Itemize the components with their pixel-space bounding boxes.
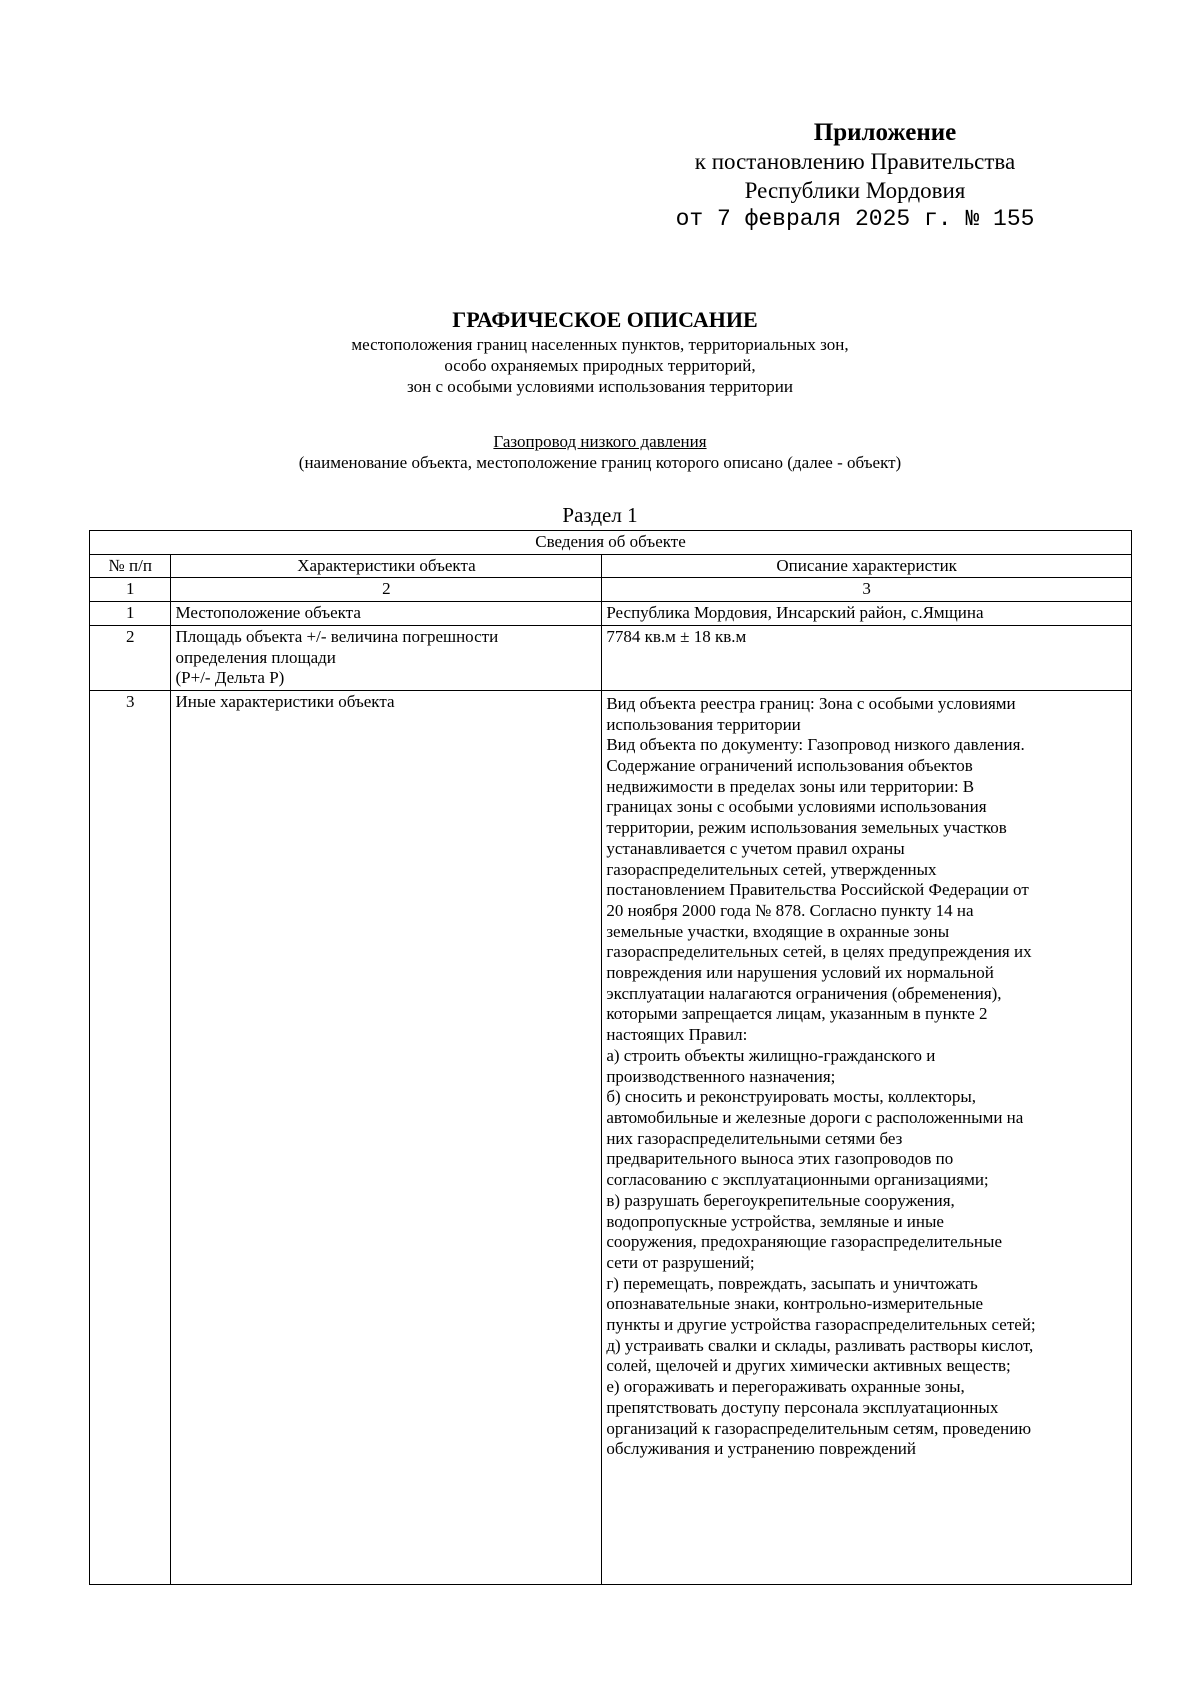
text-line: предварительного выноса этих газопроводов по xyxy=(606,1149,954,1169)
subtitle-line-2: особо охраняемых природных территорий, xyxy=(444,356,756,375)
document-title-block xyxy=(0,306,1200,397)
object-note: (наименование объекта, местоположение границ которого описано (далее - объект) xyxy=(298,453,902,472)
text-line: Площадь объекта +/- величина погрешности xyxy=(175,626,499,646)
text-line: сети от разрушений; xyxy=(606,1252,755,1272)
row-characteristic xyxy=(171,625,602,690)
text-line: эксплуатации налагаются ограничения (обременения), xyxy=(606,983,1002,1003)
text-line: Местоположение объекта xyxy=(175,603,361,623)
table-caption-row xyxy=(90,531,1132,555)
header-number: № п/п xyxy=(90,554,171,578)
text-line: согласованию с эксплуатационными организациями; xyxy=(606,1170,989,1190)
row-number: 2 xyxy=(90,625,171,690)
header-description: Описание характеристик xyxy=(602,554,1132,578)
text-line: обслуживания и устранению повреждений xyxy=(606,1439,917,1459)
text-line: автомобильные и железные дороги с расположенными на xyxy=(606,1107,1024,1127)
text-line: в) разрушать берегоукрепительные сооружения, xyxy=(606,1190,955,1210)
text-line: 7784 кв.м ± 18 кв.м xyxy=(606,626,747,646)
text-line: 20 ноября 2000 года № 878. Согласно пункту 14 на xyxy=(606,900,974,920)
subtitle-line-3: зон с особыми условиями использования территории xyxy=(407,377,793,396)
object-name-block xyxy=(0,431,1200,473)
appendix-line-2: Республики Мордовия xyxy=(744,178,966,203)
text-line: устанавливается с учетом правил охраны xyxy=(606,838,905,858)
row-number: 3 xyxy=(90,690,171,1584)
header-characteristics: Характеристики объекта xyxy=(171,554,602,578)
text-line: солей, щелочей и других химически активных веществ; xyxy=(606,1356,1011,1376)
text-line: территории, режим использования земельных участков xyxy=(606,818,1007,838)
row-number: 1 xyxy=(90,602,171,626)
appendix-line-1: к постановлению Правительства xyxy=(694,149,1016,174)
text-line: постановлением Правительства Российской Федерации от xyxy=(606,880,1029,900)
table-row xyxy=(90,690,1132,1584)
text-line: пункты и другие устройства газораспределительных сетей; xyxy=(606,1315,1036,1335)
text-line: Иные характеристики объекта xyxy=(175,691,395,711)
row-description xyxy=(602,625,1132,690)
document-title: ГРАФИЧЕСКОЕ ОПИСАНИЕ xyxy=(452,307,758,332)
appendix-date: от 7 февраля 2025 г. № 155 xyxy=(675,206,1035,232)
column-number-1: 1 xyxy=(90,578,171,602)
text-line: газораспределительных сетей, утвержденных xyxy=(606,859,937,879)
text-line: Содержание ограничений использования объектов xyxy=(606,756,973,776)
text-line: сооружения, предохраняющие газораспределительные xyxy=(606,1232,1002,1252)
text-line: них газораспределительными сетями без xyxy=(606,1128,903,1148)
object-info-table xyxy=(89,530,1132,1585)
text-line: водопропускные устройства, земляные и иные xyxy=(606,1211,944,1231)
text-line: е) огораживать и перегораживать охранные зоны, xyxy=(606,1377,965,1397)
row-description xyxy=(602,602,1132,626)
appendix-title: Приложение xyxy=(813,119,957,146)
table-row xyxy=(90,625,1132,690)
column-number-2: 2 xyxy=(171,578,602,602)
text-line: д) устраивать свалки и склады, разливать растворы кислот, xyxy=(606,1335,1034,1355)
text-line: границах зоны с особыми условиями использования xyxy=(606,797,987,817)
text-line: Вид объекта по документу: Газопровод низкого давления. xyxy=(606,735,1025,755)
text-line: (Р+/- Дельта Р) xyxy=(175,668,285,688)
text-line: б) сносить и реконструировать мосты, коллекторы, xyxy=(606,1087,976,1107)
text-line: производственного назначения; xyxy=(606,1066,836,1086)
text-line: настоящих Правил: xyxy=(606,1025,748,1045)
text-line: повреждения или нарушения условий их нормальной xyxy=(606,963,994,983)
text-line: опознавательные знаки, контрольно-измерительные xyxy=(606,1294,984,1314)
text-line: а) строить объекты жилищно-гражданского и xyxy=(606,1045,936,1065)
text-line: Республика Мордовия, Инсарский район, с.Ямщина xyxy=(606,603,984,623)
text-line: Вид объекта реестра границ: Зона с особыми условиями xyxy=(606,693,1016,713)
appendix-header xyxy=(620,118,1090,234)
row-characteristic xyxy=(171,690,602,1584)
table-row xyxy=(90,602,1132,626)
text-line: организаций к газораспределительным сетям, проведению xyxy=(606,1418,1032,1438)
row-characteristic xyxy=(171,602,602,626)
table-header-row xyxy=(90,554,1132,578)
row-description xyxy=(602,690,1132,1584)
text-line: определения площади xyxy=(175,647,336,667)
text-line: недвижимости в пределах зоны или территории: В xyxy=(606,776,975,796)
text-line: земельные участки, входящие в охранные зоны xyxy=(606,921,950,941)
text-line: г) перемещать, повреждать, засыпать и уничтожать xyxy=(606,1273,978,1293)
text-line: которыми запрещается лицам, указанным в пункте 2 xyxy=(606,1004,988,1024)
object-name: Газопровод низкого давления xyxy=(493,432,707,451)
text-line: препятствовать доступу персонала эксплуатационных xyxy=(606,1397,999,1417)
table-caption: Сведения об объекте xyxy=(90,531,1132,555)
subtitle-line-1: местоположения границ населенных пунктов, территориальных зон, xyxy=(351,335,849,354)
column-number-3: 3 xyxy=(602,578,1132,602)
section-heading: Раздел 1 xyxy=(562,503,638,527)
text-line: газораспределительных сетей, в целях предупреждения их xyxy=(606,942,1032,962)
column-numbers-row xyxy=(90,578,1132,602)
text-line: использования территории xyxy=(606,714,801,734)
